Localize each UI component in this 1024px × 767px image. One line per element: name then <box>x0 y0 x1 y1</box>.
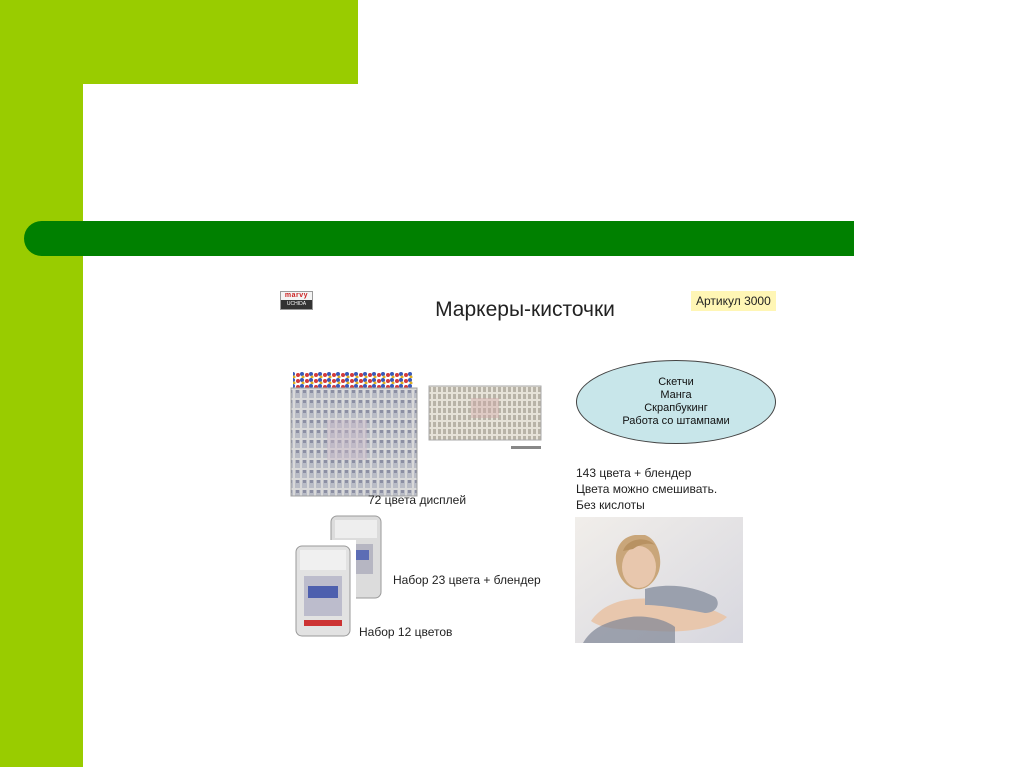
logo-text-top: marvy <box>284 292 309 299</box>
frame-corner <box>83 84 143 144</box>
brand-logo <box>280 291 313 310</box>
caption-set-23: Набор 23 цвета + блендер <box>393 573 541 587</box>
info-line-2: Цвета можно смешивать. <box>576 482 718 496</box>
use-line-1: Скетчи <box>658 376 694 388</box>
uses-ellipse <box>576 360 776 444</box>
use-line-4: Работа со штампами <box>622 415 730 427</box>
info-block <box>576 465 717 513</box>
frame-green-left <box>0 0 83 767</box>
display-stand-large-image <box>287 360 420 502</box>
caption-display: 72 цвета дисплей <box>368 493 467 507</box>
title-bar-stripe <box>24 221 854 256</box>
info-line-3: Без кислоты <box>576 498 645 512</box>
display-stand-small-image <box>427 380 547 455</box>
marker-set-12-image <box>290 540 356 640</box>
use-line-3: Скрапбукинг <box>644 402 708 414</box>
logo-text-bottom: UCHIDA <box>281 300 312 309</box>
frame-green-top <box>83 0 358 84</box>
portrait-illustration-image <box>575 517 743 643</box>
info-line-1: 143 цвета + блендер <box>576 466 692 480</box>
article-badge: Артикул 3000 <box>691 291 776 311</box>
slide-title: Маркеры-кисточки <box>435 298 615 321</box>
caption-set-12: Набор 12 цветов <box>359 625 453 639</box>
use-line-2: Манга <box>660 389 692 401</box>
